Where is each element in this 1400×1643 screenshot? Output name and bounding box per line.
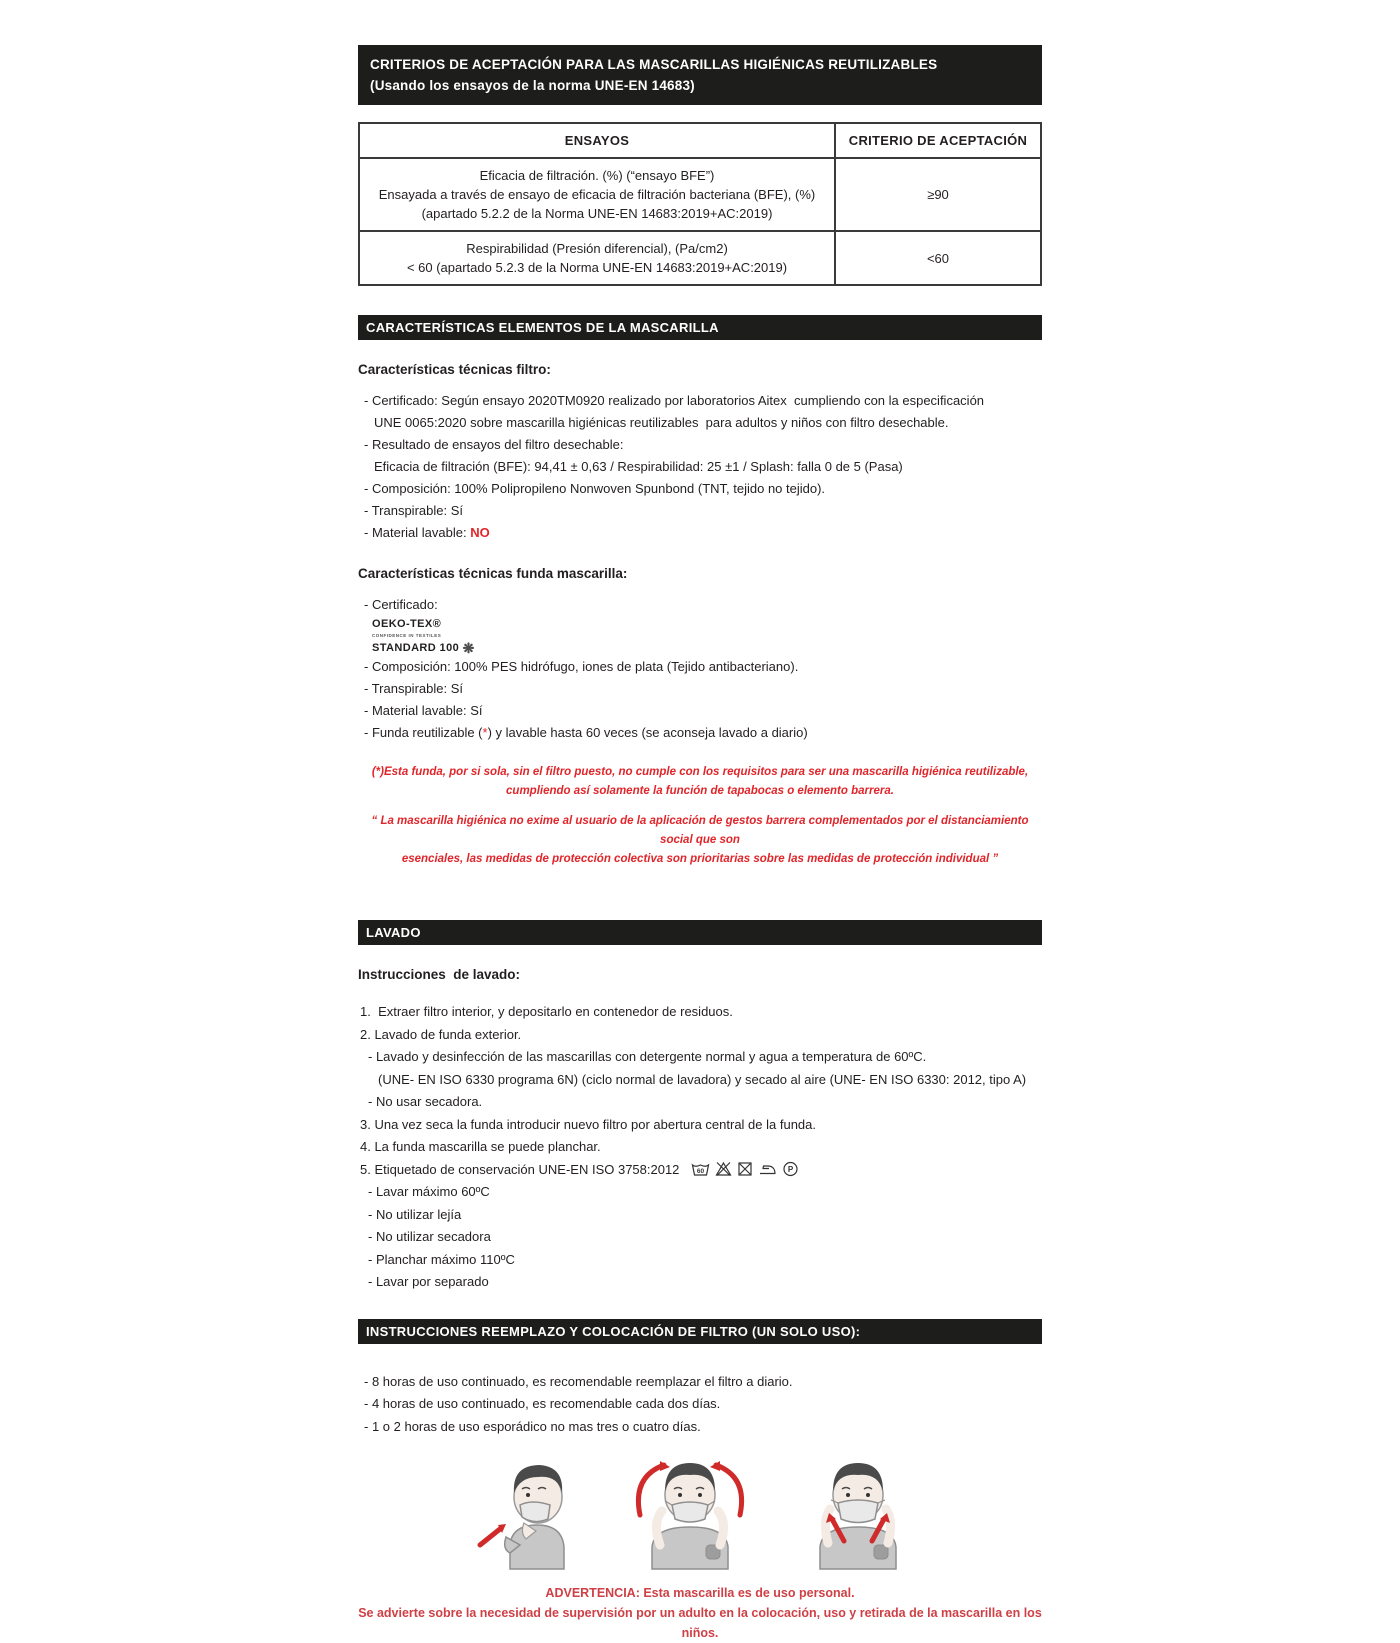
- heading-filtro: Características técnicas filtro:: [358, 362, 551, 377]
- list-item: - 1 o 2 horas de uso esporádico no mas tres o cuatro días.: [364, 1418, 701, 1434]
- boy-adjusting-mask-fit-step-3: [778, 1453, 938, 1571]
- replacement-list: [358, 1371, 1042, 1439]
- ensayo-cell: [359, 231, 835, 285]
- care-item: - No utilizar lejía: [368, 1206, 462, 1222]
- step-subitem: - Lavado y desinfección de las mascarillas con detergente normal y agua a temperatura de 60ºC.: [368, 1049, 927, 1064]
- list-item: - Resultado de ensayos del filtro desechable:: [364, 437, 624, 452]
- title-line-1: CRITERIOS DE ACEPTACIÓN PARA LAS MASCARILLAS HIGIÉNICAS REUTILIZABLES: [370, 57, 938, 72]
- care-item: - Planchar máximo 110ºC: [368, 1251, 515, 1267]
- section-bar-reemplazo-filtro: INSTRUCCIONES REEMPLAZO Y COLOCACIÓN DE FILTRO (UN SOLO USO):: [358, 1319, 1042, 1344]
- step-item: 2. Lavado de funda exterior.: [360, 1026, 522, 1042]
- ensayo-cell: [359, 158, 835, 231]
- iron-icon: [758, 1160, 777, 1177]
- list-item: - Composición: 100% PES hidrófugo, iones de plata (Tejido antibacteriano).: [364, 659, 799, 674]
- funda-list: [358, 594, 1042, 744]
- care-item: - Lavar por separado: [368, 1274, 489, 1289]
- do-not-tumble-dry-icon: [737, 1160, 753, 1177]
- professional-clean-p-icon: [782, 1160, 799, 1177]
- section-bar-caracteristicas: CARACTERÍSTICAS ELEMENTOS DE LA MASCARILLA: [358, 315, 1042, 340]
- oekotex-logo-line: STANDARD 100 ❋: [372, 640, 475, 656]
- title-line-2: (Usando los ensayos de la norma UNE-EN 14683): [370, 78, 695, 93]
- step-subitem: - No usar secadora.: [368, 1094, 483, 1109]
- svg-text:P: P: [787, 1164, 794, 1174]
- list-item: - 8 horas de uso continuado, es recomendable reemplazar el filtro a diario.: [364, 1373, 793, 1389]
- care-symbols-row: [691, 1160, 799, 1177]
- oekotex-logo-line: OEKO-TEX®: [372, 618, 442, 630]
- list-item: - Certificado: Según ensayo 2020TM0920 realizado por laboratorios Aitex cumpliendo con la especificación: [364, 393, 985, 408]
- wash-60-icon: [691, 1160, 710, 1177]
- oekotex-standard100-logo: [372, 618, 1042, 654]
- note-line: esenciales, las medidas de protección colectiva son prioritarias sobre las medidas de protección individual ”: [401, 853, 999, 865]
- list-item: [358, 522, 1042, 544]
- filtro-list: [358, 390, 1042, 544]
- list-item: UNE 0065:2020 sobre mascarilla higiénicas reutilizables para adultos y niños con filtro desechable.: [374, 415, 949, 430]
- list-item: - Certificado:: [364, 597, 438, 612]
- step-item: 4. La funda mascarilla se puede planchar.: [360, 1139, 601, 1154]
- care-item: - No utilizar secadora: [368, 1229, 491, 1244]
- heading-instrucciones-lavado: Instrucciones de lavado:: [358, 967, 521, 982]
- note-line: “ La mascarilla higiénica no exime al usuario de la aplicación de gestos barrera complementados por el distanciamiento social que son: [371, 815, 1032, 846]
- list-item: - 4 horas de uso continuado, es recomendable cada dos días.: [364, 1396, 721, 1411]
- ensayo-line: Ensayada a través de ensayo de eficacia de filtración bacteriana (BFE), (%): [378, 187, 816, 202]
- step-item-care-labelling: 5. Etiquetado de conservación UNE-EN ISO 3758:2012 60 P: [358, 1159, 1042, 1182]
- mask-instruction-figures: [358, 1453, 1042, 1571]
- funda-disclaimer-note: [358, 763, 1042, 801]
- col-header-criterio: CRITERIO DE ACEPTACIÓN: [835, 123, 1041, 158]
- list-item: - Transpirable: Sí: [364, 503, 463, 518]
- heading-funda: Características técnicas funda mascarilla:: [358, 566, 628, 581]
- warning-line-2: Se advierte sobre la necesidad de supervisión por un adulto en la colocación, uso y retirada de la mascarilla en los niños.: [358, 1606, 1046, 1640]
- step-subitem-cont: (UNE- EN ISO 6330 programa 6N) (ciclo normal de lavadora) y secado al aire (UNE- EN ISO 6330: 2012, tipo A): [378, 1071, 1027, 1087]
- table-header-row: [359, 123, 1041, 158]
- lavable-label: - Material lavable:: [364, 525, 471, 540]
- step-item: 1. Extraer filtro interior, y depositarlo en contenedor de residuos.: [360, 1004, 733, 1019]
- boy-holding-mask-step-1: [462, 1453, 602, 1571]
- document-body: [358, 0, 1046, 1643]
- care-item: - Lavar máximo 60ºC: [368, 1184, 490, 1199]
- note-line: cumpliendo así solamente la función de tapabocas o elemento barrera.: [506, 785, 894, 797]
- col-header-ensayos: ENSAYOS: [359, 123, 835, 158]
- note-line: (*)Esta funda, por si sola, sin el filtro puesto, no cumple con los requisitos para ser una mascarilla higiénica reutilizable,: [371, 766, 1029, 778]
- do-not-bleach-icon: [715, 1160, 732, 1177]
- warning-line-1: ADVERTENCIA: Esta mascarilla es de uso personal.: [545, 1586, 855, 1600]
- criterio-cell: <60: [835, 231, 1041, 285]
- list-item: - Transpirable: Sí: [364, 681, 463, 696]
- acceptance-criteria-table: [358, 122, 1042, 286]
- ensayo-line: Eficacia de filtración. (%) (“ensayo BFE”): [479, 168, 715, 183]
- step-item: 3. Una vez seca la funda introducir nuevo filtro por abertura central de la funda.: [360, 1116, 816, 1132]
- svg-text:60: 60: [696, 1167, 705, 1175]
- ensayo-line: < 60 (apartado 5.2.3 de la Norma UNE-EN 14683:2019+AC:2019): [406, 260, 788, 275]
- boy-pulling-straps-over-ears-step-2: [610, 1453, 770, 1571]
- oekotex-logo-line: CONFIDENCE IN TEXTILES: [372, 633, 442, 638]
- barrier-measures-note: [358, 812, 1042, 869]
- criterio-cell: ≥90: [835, 158, 1041, 231]
- ensayo-line: Respirabilidad (Presión diferencial), (Pa/cm2): [466, 241, 728, 256]
- document-title-bar: [358, 45, 1042, 105]
- table-row: [359, 231, 1041, 285]
- red-asterisk: *: [482, 725, 488, 740]
- list-item: - Composición: 100% Polipropileno Nonwoven Spunbond (TNT, tejido no tejido).: [364, 481, 826, 496]
- warning-text: [358, 1583, 1046, 1643]
- table-row: [359, 158, 1041, 231]
- list-item: - Funda reutilizable (*) y lavable hasta 60 veces (se aconseja lavado a diario): [364, 725, 808, 740]
- oekotex-flower-icon: ❋: [462, 640, 475, 656]
- section-bar-lavado: LAVADO: [358, 920, 1042, 945]
- list-item: - Material lavable: Sí: [364, 703, 483, 718]
- list-item: Eficacia de filtración (BFE): 94,41 ± 0,63 / Respirabilidad: 25 ±1 / Splash: falla 0 de 5 (Pasa): [374, 459, 903, 474]
- ensayo-line: (apartado 5.2.2 de la Norma UNE-EN 14683:2019+AC:2019): [421, 206, 773, 221]
- washing-steps-list: [358, 1001, 1042, 1294]
- lavable-value-no: NO: [470, 525, 490, 540]
